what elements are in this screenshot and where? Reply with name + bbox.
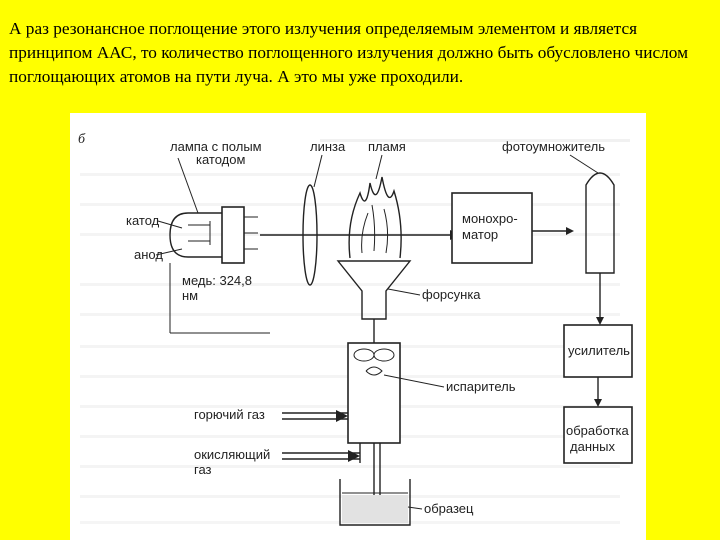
flame-label: пламя <box>368 139 406 154</box>
oxidant-label-1: окисляющий <box>194 447 271 462</box>
anode-label: анод <box>134 247 163 262</box>
processing-label-2: данных <box>570 439 616 454</box>
aas-schematic <box>70 113 646 540</box>
sample-label: образец <box>424 501 474 516</box>
spray-chamber <box>348 319 400 443</box>
lamp-label-2: катодом <box>196 152 246 167</box>
wavelength-label-2: нм <box>182 288 199 303</box>
nebulizer-leader <box>388 289 420 295</box>
nebulizer-funnel <box>338 261 410 319</box>
lens-label: линза <box>310 139 346 154</box>
photomultiplier-tube <box>586 173 614 273</box>
cathode-label: катод <box>126 213 160 228</box>
figure-letter: б <box>78 132 86 147</box>
processing-label-1: обработка <box>566 423 629 438</box>
lens-leader <box>314 155 322 187</box>
aas-diagram <box>70 113 646 540</box>
flame <box>349 177 401 258</box>
amplifier-label: усилитель <box>568 343 630 358</box>
sample-beaker <box>340 479 410 525</box>
wavelength-label-1: медь: 324,8 <box>182 273 252 288</box>
evaporator-label: испаритель <box>446 379 516 394</box>
monochromator-label-2: матор <box>462 227 499 242</box>
lamp-label-1: лампа с полым <box>170 139 262 154</box>
photomultiplier-label: фотоумножитель <box>502 139 606 154</box>
slide-caption: А раз резонансное поглощение этого излучения определяемым элементом и является принципом ААС, то количество поглощенного излучения должно быть обусловлено числом поглощающих атомов на пути луча. А это мы уже проходили. <box>9 19 689 86</box>
fuel-gas-label: горючий газ <box>194 407 265 422</box>
monochromator-label-1: монохро- <box>462 211 518 226</box>
photomultiplier-leader <box>570 155 598 173</box>
background-text-texture <box>80 139 630 524</box>
cathode-leader <box>158 221 182 228</box>
nebulizer-label: форсунка <box>422 287 481 302</box>
oxidant-label-2: газ <box>194 462 212 477</box>
